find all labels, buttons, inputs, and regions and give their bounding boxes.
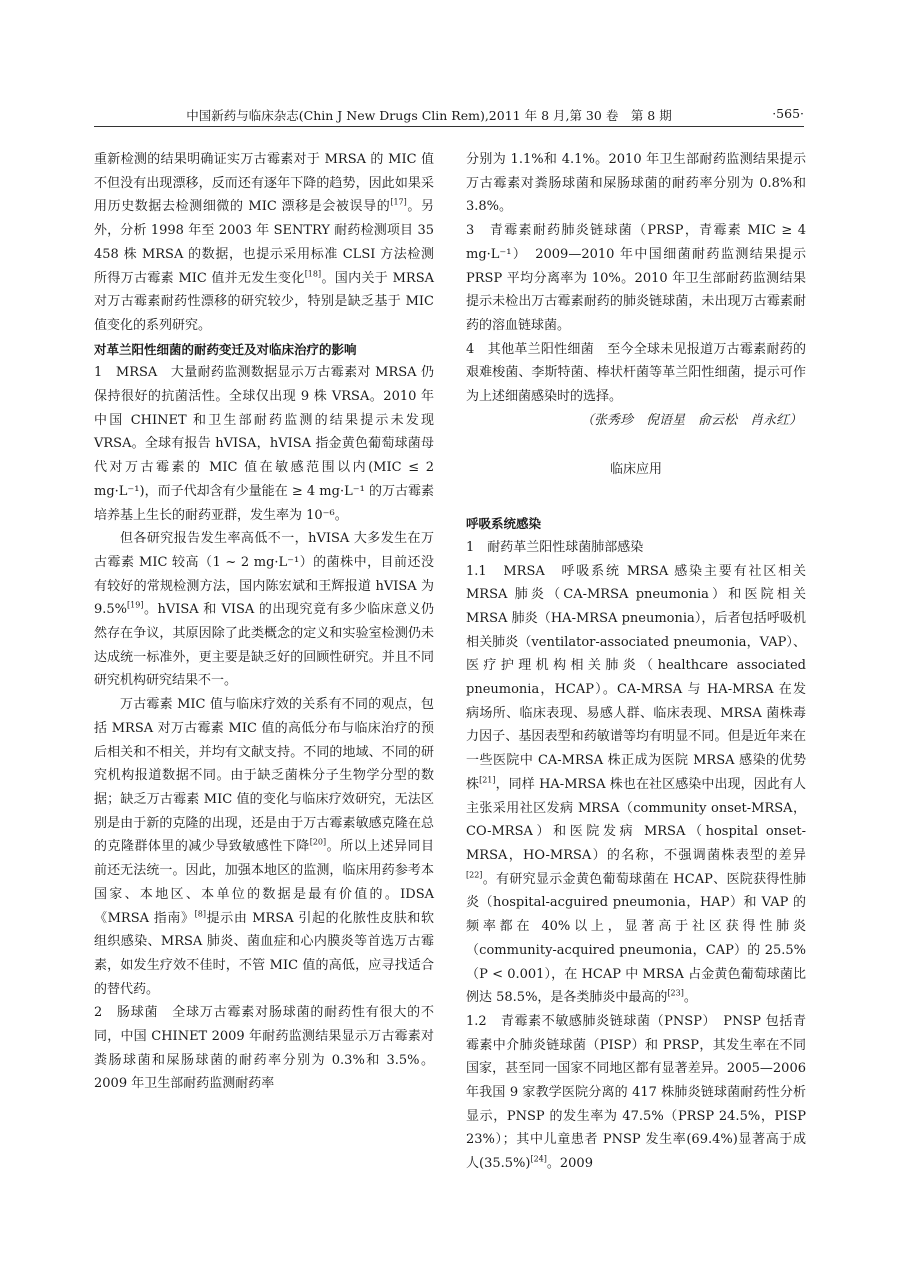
paragraph: 分别为 1.1%和 4.1%。2010 年卫生部耐药监测结果提示万古霉素对粪肠球菌和屎肠球菌的耐药率分别为 0.8%和 3.8%。 [466, 152, 806, 215]
citation-ref: [20] [309, 838, 327, 848]
paragraph: 4 其他革兰阳性细菌 至今全球未见报道万古霉素耐药的艰难梭菌、李斯特菌、棒状杆菌等革兰阳性细菌，提示可作为上述细菌感染时的选择。 [466, 341, 806, 405]
citation-ref: [8] [194, 909, 206, 919]
paragraph [466, 1010, 806, 1176]
text: 。所以上述异同目前还无法统一。因此，加强本地区的监测，临床用药参考本国家、本地区、本单位的数据是最有价值的。IDSA《MRSA 指南》 [94, 839, 434, 926]
paragraph [466, 560, 806, 1010]
text: 提示由 MRSA 引起的化脓性皮肤和软组织感染、MRSA 肺炎、菌血症和心内膜炎等首选万古霉素，如发生疗效不佳时，不管 MIC 值的高低，应寻找适合的替代药。 [94, 910, 434, 997]
text: 万古霉素 MIC 值与临床疗效的关系有不同的观点，包括 MRSA 对万古霉素 MIC 值的高低分布与临床治疗的预后相关和不相关，并均有文献支持。不同的地域、不同的研究机构报道数据不同。由于缺乏菌株分子生物学分型的数据；缺乏万古霉素 MIC 值的变化与临床疗效研究，无法区别是由于新的克隆的出现，还是由于万古霉素敏感克隆在总的克隆群体里的减少导致敏感性下降 [94, 697, 434, 855]
citation-ref: [23] [667, 988, 684, 998]
text: 。有研究显示金黄色葡萄球菌在 HCAP、医院获得性肺炎（hospital-acguired pneumonia，HAP）和 VAP 的频率都在 40%以上，显著高于社区获得性肺炎（community-acquired pneumonia，CAP）的 25.5%（P < 0.001），在 HCAP 中 MRSA 占金黄色葡萄球菌比例达 58.5%，是各类肺炎中最高的 [466, 871, 806, 1006]
paragraph [94, 693, 434, 1001]
text: 。2009 [546, 1156, 593, 1172]
text: 重新检测的结果明确证实万古霉素对于 MRSA 的 MIC 值不但没有出现漂移，反而还有逐年下降的趋势，因此如果采用历史数据去检测细微的 MIC 漂移是会被误导的 [94, 152, 434, 215]
subsection-heading: 呼吸系统感染 [466, 516, 542, 532]
citation-ref: [17] [390, 198, 407, 208]
citation-ref: [21] [479, 775, 496, 785]
text: 。 [683, 990, 697, 1006]
text: 1.2 青霉素不敏感肺炎链球菌（PNSP） PNSP 包括青霉素中介肺炎链球菌（PISP）和 PRSP，其发生率在不同国家，甚至同一国家不同地区都有显著差异。2005—2006 年我国 9 家教学医院分离的 417 株肺炎链球菌耐药性分析显示，PNSP 的发生率为 47.5%（PRSP 24.5%，PISP 23%）；其中儿童患者 PNSP 发生率(69.4%)显著高于成人(35.5%) [466, 1013, 806, 1172]
subsection-heading: 1 耐药革兰阳性球菌肺部感染 [466, 539, 644, 555]
paragraph [94, 148, 434, 338]
text: 。国内关于 MRSA 对万古霉素耐药性漂移的研究较少，特别是缺乏基于 MIC 值变化的系列研究。 [94, 270, 434, 333]
citation-ref: [24] [530, 1154, 547, 1164]
text: 。hVISA 和 VISA 的出现究竟有多少临床意义仍然存在争议，其原因除了此类概念的定义和实验室检测仍未达成统一标准外，更主要是缺乏好的回顾性研究。并且不同研究机构研究结果不一。 [94, 602, 434, 689]
right-column [466, 148, 806, 1176]
left-column [94, 148, 434, 1096]
author-list: （张秀珍 倪语星 俞云松 肖永红） [580, 412, 802, 428]
text: 1.1 MRSA 呼吸系统 MRSA 感染主要有社区相关 MRSA 肺炎（CA-MRSA pneumonia）和医院相关 MRSA 肺炎（HA-MRSA pneumonia），后者包括呼吸机相关肺炎（ventilator-associated pneumonia，VAP）、医疗护理机构相关肺炎（healthcare associated pneumonia，HCAP）。CA-MRSA 与 HA-MRSA 在发病场所、临床表现、易感人群、临床表现、MRSA 菌株毒力因子、基因表型和药敏谱等均有明显不同。但是近年来在一些医院中 CA-MRSA 株正成为医院 MRSA 感染的优势株 [466, 563, 806, 792]
text: ，同样 HA-MRSA 株也在社区感染中出现，因此有人主张采用社区发病 MRSA（community onset-MRSA，CO-MRSA）和医院发病 MRSA（hospital onset-MRSA，HO-MRSA）的名称，不强调菌株表型的差异 [466, 776, 806, 863]
citation-ref: [19] [127, 601, 144, 611]
section-title: 临床应用 [609, 462, 662, 478]
paragraph: 1 MRSA 大量耐药监测数据显示万古霉素对 MRSA 仍保持很好的抗菌活性。全球仅出现 9 株 VRSA。2010 年中国 CHINET 和卫生部耐药监测的结果提示未发现 VRSA。全球有报告 hVISA，hVISA 指金黄色葡萄球菌母代对万古霉素的 MIC 值在敏感范围以内(MIC ≤ 2 mg·L⁻¹)，而子代却含有少量能在 ≥ 4 mg·L⁻¹ 的万古霉素培养基上生长的耐药亚群，发生率为 10⁻⁶。 [94, 365, 434, 523]
text: 但各研究报告发生率高低不一，hVISA 大多发生在万古霉素 MIC 较高（1 ~ 2 mg·L⁻¹）的菌株中，目前还没有较好的常规检测方法，国内陈宏斌和王辉报道 hVISA 为 9.5% [94, 531, 434, 618]
citation-ref: [18] [304, 269, 322, 279]
paragraph: 2 肠球菌 全球万古霉素对肠球菌的耐药性有很大的不同，中国 CHINET 2009 年耐药监测结果显示万古霉素对粪肠球菌和屎肠球菌的耐药率分别为 0.3%和 3.5%。2009 年卫生部耐药监测耐药率 [94, 1005, 434, 1092]
text: 。另外，分析 1998 年至 2003 年 SENTRY 耐药检测项目 35 458 株 MRSA 的数据，也提示采用标准 CLSI 方法检测所得万古霉素 MIC 值并无发生变化 [94, 199, 434, 286]
citation-ref: [22] [466, 870, 483, 880]
running-header [94, 106, 804, 127]
page-number: ·565· [772, 106, 804, 121]
paragraph: 3 青霉素耐药肺炎链球菌（PRSP，青霉素 MIC ≥ 4 mg·L⁻¹） 2009—2010 年中国细菌耐药监测结果提示 PRSP 平均分离率为 10%。2010 年卫生部耐药监测结果提示未检出万古霉素耐药的肺炎链球菌，未出现万古霉素耐药的溶血链球菌。 [466, 223, 806, 333]
section-heading: 对革兰阳性细菌的耐药变迁及对临床治疗的影响 [94, 341, 357, 357]
journal-title: 中国新药与临床杂志(Chin J New Drugs Clin Rem),2011 年 8 月,第 30 卷 第 8 期 [186, 108, 672, 123]
paragraph [94, 527, 434, 693]
